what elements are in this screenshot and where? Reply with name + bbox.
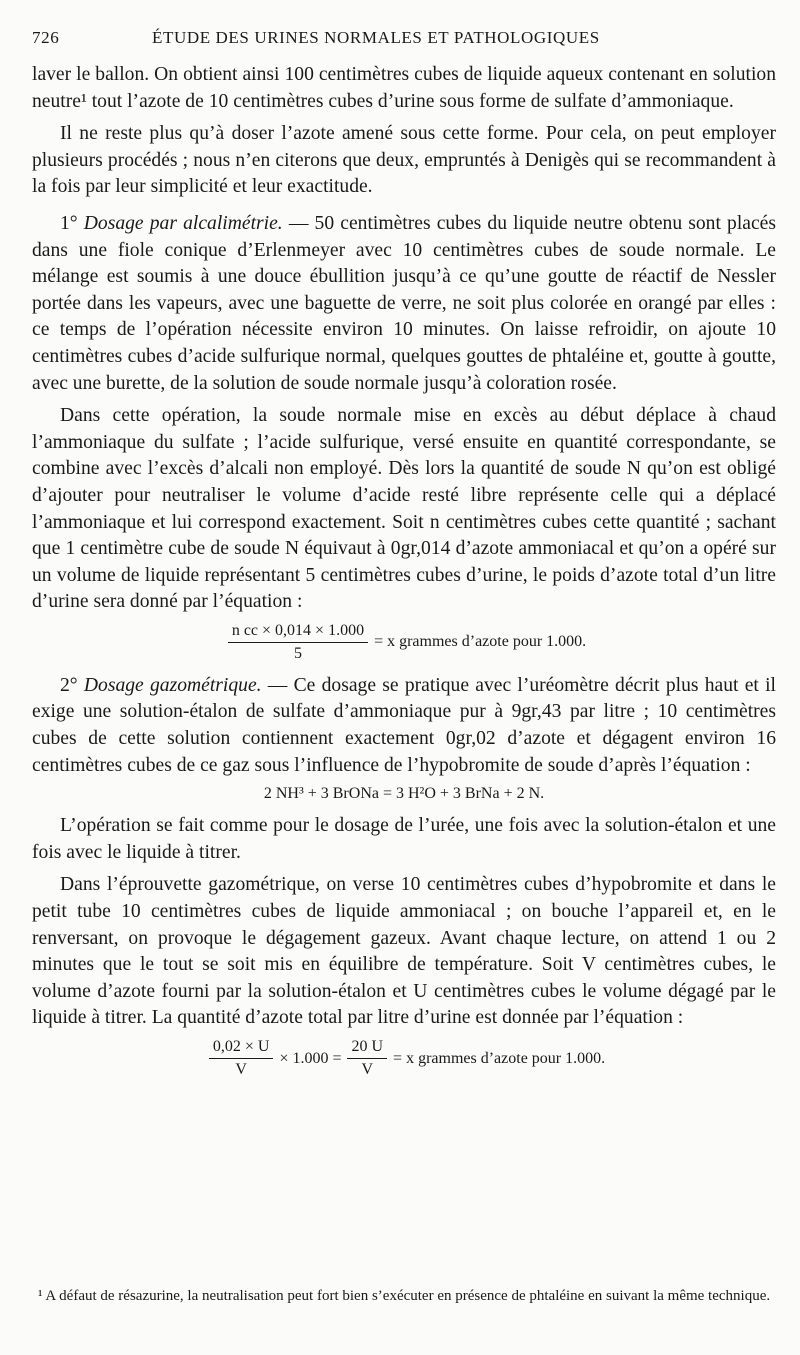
running-title: ÉTUDE DES URINES NORMALES ET PATHOLOGIQUES: [152, 28, 600, 47]
denominator: V: [361, 1061, 374, 1078]
fraction: [347, 1038, 387, 1079]
paragraph-6: L’opération se fait comme pour le dosage de l’urée, une fois avec la solution-étalon et une fois avec le liquide à titrer.: [32, 815, 776, 863]
page-number: 726: [32, 28, 60, 47]
fraction: [228, 622, 368, 663]
footnote: ¹ A défaut de résazurine, la neutralisation peut fort bien s’exécuter en présence de phtaléine en suivant la même technique.: [38, 1288, 771, 1304]
numerator: 0,02 × U: [209, 1038, 274, 1059]
paragraph-3: [32, 211, 776, 397]
numerator: 20 U: [347, 1038, 387, 1059]
equation-result: = x grammes d’azote pour 1.000.: [393, 1049, 606, 1067]
paragraph-3-text: — 50 centimètres cubes du liquide neutre obtenu sont placés dans une fiole conique d’Erlenmeyer avec 10 centimètres cubes de soude normale. Le mélange est soumis à une douce ébullition jusqu’à ce qu’une goutte de réactif de Nessler portée dans les vapeurs, avec une baguette de verre, ne soit plus colorée en orangé par elles : ce temps de l’opération nécessite environ 10 minutes. On laisse refroidir, on ajoute 10 centimètres cubes d’acide sulfurique normal, quelques gouttes de phtaléine et, goutte à goutte, avec une burette, de la solution de soude normale jusqu’à coloration rosée.: [32, 212, 776, 394]
paragraph-4: Dans cette opération, la soude normale mise en excès au début déplace à chaud l’ammoniaque du sulfate ; l’acide sulfurique, versé ensuite en quantité correspondante, se combine avec l’excès d’alcali non employé. Dès lors la quantité de soude N qu’on est obligé d’ajouter pour neutraliser le volume d’acide resté libre représente celle qui a déplacé l’ammoniaque et lui correspond exactement. Soit n centimètres cubes cette quantité ; sachant que 1 centimètre cube de soude N équivaut à 0gr,014 d’azote ammoniacal et qu’on a opéré sur un volume de liquide représentant 5 centimètres cubes d’urine, le poids d’azote total d’un litre d’urine sera donné par l’équation :: [32, 405, 776, 613]
paragraph-5-text: — Ce dosage se pratique avec l’uréomètre décrit plus haut et il exige une solution-étalon de sulfate d’ammoniaque pur à 9gr,43 par litre ; 10 centimètres cubes de cette solution contiennent exactement 0gr,02 d’azote et dégagent environ 16 centimètres cubes de ce gaz sous l’influence de l’hypobromite de soude d’après l’équation :: [32, 674, 776, 776]
section-number: 1°: [60, 212, 84, 234]
fraction: [209, 1038, 274, 1079]
equation-3: [32, 1038, 776, 1079]
denominator: 5: [293, 644, 302, 662]
equation-middle: × 1.000 =: [279, 1049, 342, 1067]
running-header: [32, 28, 776, 54]
document-page: [32, 28, 776, 1089]
section-number: 2°: [60, 674, 84, 696]
paragraph-1: laver le ballon. On obtient ainsi 100 centimètres cubes de liquide aqueux contenant en solution neutre¹ tout l’azote de 10 centimètres cubes d’urine sous forme de sulfate d’ammoniaque.: [32, 64, 776, 112]
equation-1: [32, 622, 776, 663]
paragraph-5: [32, 673, 776, 779]
numerator: n cc × 0,014 × 1.000: [228, 622, 368, 643]
paragraph-7: Dans l’éprouvette gazométrique, on verse 10 centimètres cubes d’hypobromite et dans le petit tube 10 centimètres cubes de liquide ammoniacal ; on bouche l’appareil et, en le renversant, on provoque le dégagement gazeux. Avant chaque lecture, on attend 1 ou 2 minutes que le tout se soit mis en équilibre de température. Soit V centimètres cubes, le volume d’azote fourni par la solution-étalon et U centimètres cubes le volume dégagé par le liquide à titrer. La quantité d’azote total par litre d’urine est donnée par l’équation :: [32, 874, 776, 1029]
denominator: V: [235, 1061, 247, 1078]
paragraph-2: Il ne reste plus qu’à doser l’azote amené sous cette forme. Pour cela, on peut employer plusieurs procédés ; nous n’en citerons que deux, empruntés à Denigès qui se recommandent à la fois par leur simplicité et leur exactitude.: [32, 123, 776, 198]
equation-result: = x grammes d’azote pour 1.000.: [374, 633, 587, 651]
chemical-equation: 2 NH³ + 3 BrONa = 3 H²O + 3 BrNa + 2 N.: [263, 785, 545, 803]
section-title: Dosage par alcalimétrie.: [83, 212, 283, 234]
section-title: Dosage gazométrique.: [83, 674, 262, 696]
